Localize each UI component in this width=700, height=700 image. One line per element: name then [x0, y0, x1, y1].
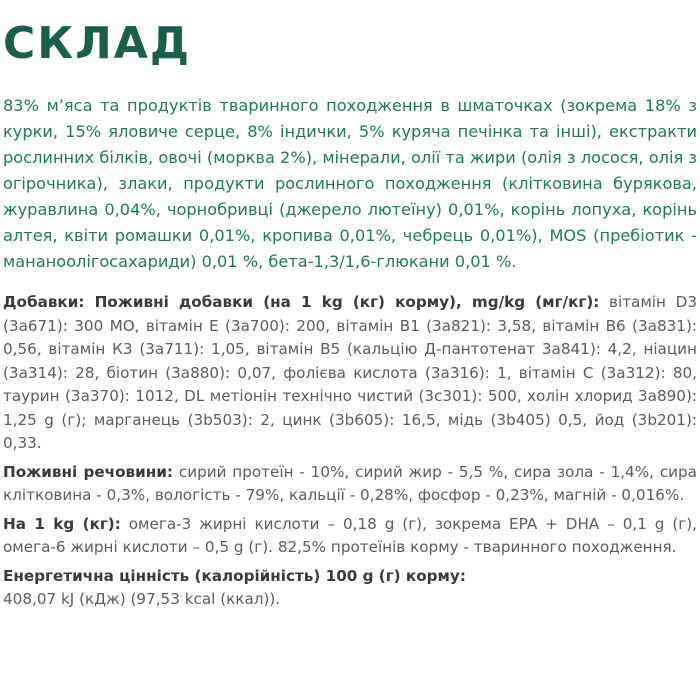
- energy-text: 408,07 kJ (кДж) (97,53 kcal (ккал)).: [3, 590, 281, 608]
- nutrients-label: Поживні речовини:: [3, 462, 174, 481]
- per-kg-label: На 1 kg (кг):: [3, 514, 121, 533]
- additives-block: [3, 291, 697, 456]
- nutrients-block: [3, 461, 697, 508]
- details-section: [3, 291, 697, 617]
- page-title: СКЛАД: [3, 18, 192, 69]
- additives-label: Добавки: Поживні добавки (на 1 kg (кг) корму), mg/kg (мг/кг):: [3, 293, 600, 311]
- nutrients-text: сирий протеїн - 10%, сирий жир - 5,5 %, сира зола - 1,4%, сира клітковина - 0,3%, вологість - 79%, кальції - 0,28%, фосфор - 0,23%, магній - 0,016%.: [3, 462, 697, 504]
- per-kg-block: [3, 513, 697, 560]
- additives-text: вітамін D3 (3a671): 300 МО, вітамін Е (3a700): 200, вітамін В1 (3a821): 3,58, вітамін В6 (3a831): 0,56, вітамін К3 (3a711): 1,05, вітамін В5 (кальцію Д-пантотенат 3a841): 4,2, ніацин (3a314): 28, біотин (3a880): 0,07, фолієва кислота (3a316): 1, вітамін С (3a312): 80, таурин (3a370): 1012, DL метіонін технічно чистий (3c301): 500, холін хлорид 3a890): 1,25 g (г); марганець (3b503): 2, цинк (3b605): 16,5, мідь (3b405) 0,5, йод (3b201): 0,33.: [3, 293, 697, 452]
- composition-text: 83% м’яса та продуктів тваринного походження в шматочках (зокрема 18% з курки, 15% яловиче серце, 8% індички, 5% куряча печінка та інші), екстракти рослинних білків, овочі (морква 2%), мінерали, олії та жири (олія з лосося, олія з огірочника), злаки, продукти рослинного походження (клітковина бурякова, журавлина 0,04%, чорнобривці (джерело лютеїну) 0,01%, корінь лопуха, корінь алтея, квіти ромашки 0,01%, кропива 0,01%, чебрець 0,01%), MOS (пребіотик - мананоолігосахариди) 0,01 %, бета-1,3/1,6-глюкани 0,01 %.: [3, 96, 697, 271]
- energy-block: [3, 565, 697, 612]
- energy-label: Енергетична цінність (калорійність) 100 g (г) корму:: [3, 566, 466, 585]
- per-kg-text: омега-3 жирні кислоти – 0,18 g (г), зокрема EPA + DHA – 0,1 g (г), омега-6 жирні кислоти – 0,5 g (г). 82,5% протеїнів корму - тваринного походження.: [3, 514, 697, 556]
